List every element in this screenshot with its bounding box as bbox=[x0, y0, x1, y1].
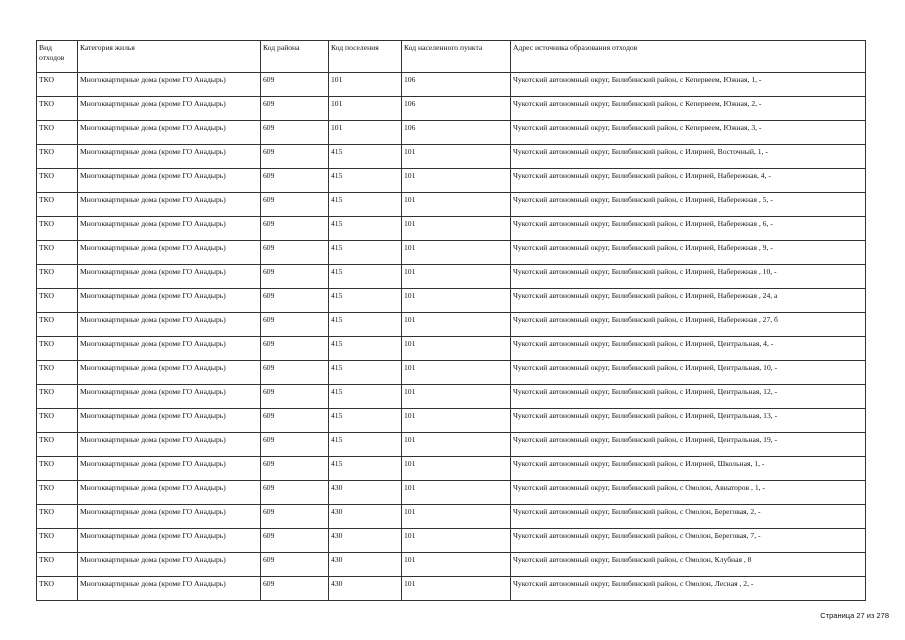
cell-housing-category: Многоквартирные дома (кроме ГО Анадырь) bbox=[78, 481, 261, 505]
cell-locality-code: 101 bbox=[402, 337, 511, 361]
cell-waste-type: ТКО bbox=[37, 289, 78, 313]
waste-sources-table bbox=[36, 40, 866, 601]
table-row bbox=[37, 433, 866, 457]
cell-settlement-code: 430 bbox=[329, 481, 402, 505]
cell-district-code: 609 bbox=[261, 73, 329, 97]
cell-housing-category: Многоквартирные дома (кроме ГО Анадырь) bbox=[78, 409, 261, 433]
table-row bbox=[37, 529, 866, 553]
cell-district-code: 609 bbox=[261, 241, 329, 265]
table-row bbox=[37, 193, 866, 217]
cell-district-code: 609 bbox=[261, 337, 329, 361]
cell-waste-type: ТКО bbox=[37, 409, 78, 433]
cell-housing-category: Многоквартирные дома (кроме ГО Анадырь) bbox=[78, 121, 261, 145]
cell-source-address: Чукотский автономный округ, Билибинский район, с Илирней, Школьная, 1, - bbox=[511, 457, 866, 481]
cell-waste-type: ТКО bbox=[37, 265, 78, 289]
cell-source-address: Чукотский автономный округ, Билибинский район, с Омолон, Авиаторов , 1, - bbox=[511, 481, 866, 505]
table-row bbox=[37, 481, 866, 505]
table-row bbox=[37, 265, 866, 289]
cell-settlement-code: 415 bbox=[329, 289, 402, 313]
cell-locality-code: 101 bbox=[402, 361, 511, 385]
cell-locality-code: 101 bbox=[402, 241, 511, 265]
cell-settlement-code: 415 bbox=[329, 217, 402, 241]
header-waste-type: Вид отходов bbox=[37, 41, 78, 73]
cell-district-code: 609 bbox=[261, 97, 329, 121]
cell-district-code: 609 bbox=[261, 385, 329, 409]
cell-district-code: 609 bbox=[261, 121, 329, 145]
cell-waste-type: ТКО bbox=[37, 169, 78, 193]
cell-waste-type: ТКО bbox=[37, 481, 78, 505]
cell-housing-category: Многоквартирные дома (кроме ГО Анадырь) bbox=[78, 265, 261, 289]
cell-waste-type: ТКО bbox=[37, 505, 78, 529]
table-row bbox=[37, 145, 866, 169]
table-row bbox=[37, 457, 866, 481]
cell-district-code: 609 bbox=[261, 553, 329, 577]
cell-locality-code: 101 bbox=[402, 433, 511, 457]
cell-district-code: 609 bbox=[261, 289, 329, 313]
cell-locality-code: 101 bbox=[402, 265, 511, 289]
cell-source-address: Чукотский автономный округ, Билибинский район, с Кепервеем, Южная, 2, - bbox=[511, 97, 866, 121]
cell-settlement-code: 415 bbox=[329, 337, 402, 361]
table-row bbox=[37, 553, 866, 577]
cell-locality-code: 106 bbox=[402, 121, 511, 145]
cell-waste-type: ТКО bbox=[37, 145, 78, 169]
cell-housing-category: Многоквартирные дома (кроме ГО Анадырь) bbox=[78, 337, 261, 361]
cell-source-address: Чукотский автономный округ, Билибинский район, с Кепервеем, Южная, 3, - bbox=[511, 121, 866, 145]
cell-settlement-code: 415 bbox=[329, 433, 402, 457]
cell-locality-code: 101 bbox=[402, 529, 511, 553]
cell-locality-code: 101 bbox=[402, 577, 511, 601]
cell-housing-category: Многоквартирные дома (кроме ГО Анадырь) bbox=[78, 553, 261, 577]
cell-locality-code: 101 bbox=[402, 457, 511, 481]
cell-waste-type: ТКО bbox=[37, 385, 78, 409]
cell-settlement-code: 415 bbox=[329, 169, 402, 193]
cell-district-code: 609 bbox=[261, 433, 329, 457]
cell-housing-category: Многоквартирные дома (кроме ГО Анадырь) bbox=[78, 577, 261, 601]
cell-waste-type: ТКО bbox=[37, 193, 78, 217]
cell-source-address: Чукотский автономный округ, Билибинский район, с Илирней, Набережная , 6, - bbox=[511, 217, 866, 241]
cell-locality-code: 101 bbox=[402, 553, 511, 577]
table-header bbox=[37, 41, 866, 73]
cell-housing-category: Многоквартирные дома (кроме ГО Анадырь) bbox=[78, 289, 261, 313]
cell-settlement-code: 415 bbox=[329, 265, 402, 289]
cell-source-address: Чукотский автономный округ, Билибинский район, с Омолон, Клубная , 8 bbox=[511, 553, 866, 577]
table-row bbox=[37, 121, 866, 145]
cell-district-code: 609 bbox=[261, 529, 329, 553]
cell-settlement-code: 415 bbox=[329, 145, 402, 169]
table-row bbox=[37, 289, 866, 313]
header-locality-code: Код населенного пункта bbox=[402, 41, 511, 73]
cell-waste-type: ТКО bbox=[37, 313, 78, 337]
cell-housing-category: Многоквартирные дома (кроме ГО Анадырь) bbox=[78, 433, 261, 457]
cell-settlement-code: 415 bbox=[329, 241, 402, 265]
cell-source-address: Чукотский автономный округ, Билибинский район, с Омолон, Береговая, 7, - bbox=[511, 529, 866, 553]
cell-housing-category: Многоквартирные дома (кроме ГО Анадырь) bbox=[78, 193, 261, 217]
table-row bbox=[37, 217, 866, 241]
cell-source-address: Чукотский автономный округ, Билибинский район, с Илирней, Набережная , 9, - bbox=[511, 241, 866, 265]
cell-housing-category: Многоквартирные дома (кроме ГО Анадырь) bbox=[78, 361, 261, 385]
cell-waste-type: ТКО bbox=[37, 457, 78, 481]
cell-waste-type: ТКО bbox=[37, 529, 78, 553]
cell-settlement-code: 415 bbox=[329, 313, 402, 337]
cell-source-address: Чукотский автономный округ, Билибинский район, с Илирней, Набережная , 10, - bbox=[511, 265, 866, 289]
header-source-address: Адрес источника образования отходов bbox=[511, 41, 866, 73]
cell-settlement-code: 415 bbox=[329, 457, 402, 481]
cell-settlement-code: 430 bbox=[329, 505, 402, 529]
table-body bbox=[37, 73, 866, 601]
cell-district-code: 609 bbox=[261, 481, 329, 505]
cell-locality-code: 101 bbox=[402, 217, 511, 241]
page-number: Страница 27 из 278 bbox=[820, 611, 889, 620]
cell-waste-type: ТКО bbox=[37, 337, 78, 361]
cell-settlement-code: 101 bbox=[329, 121, 402, 145]
cell-district-code: 609 bbox=[261, 409, 329, 433]
cell-locality-code: 101 bbox=[402, 289, 511, 313]
table-row bbox=[37, 169, 866, 193]
cell-settlement-code: 430 bbox=[329, 577, 402, 601]
cell-housing-category: Многоквартирные дома (кроме ГО Анадырь) bbox=[78, 505, 261, 529]
header-housing-category: Категория жилья bbox=[78, 41, 261, 73]
cell-locality-code: 101 bbox=[402, 169, 511, 193]
cell-source-address: Чукотский автономный округ, Билибинский район, с Илирней, Восточный, 1, - bbox=[511, 145, 866, 169]
cell-locality-code: 106 bbox=[402, 73, 511, 97]
cell-housing-category: Многоквартирные дома (кроме ГО Анадырь) bbox=[78, 97, 261, 121]
table-row bbox=[37, 577, 866, 601]
cell-district-code: 609 bbox=[261, 265, 329, 289]
cell-district-code: 609 bbox=[261, 457, 329, 481]
cell-housing-category: Многоквартирные дома (кроме ГО Анадырь) bbox=[78, 457, 261, 481]
table-row bbox=[37, 241, 866, 265]
cell-locality-code: 101 bbox=[402, 385, 511, 409]
cell-source-address: Чукотский автономный округ, Билибинский район, с Омолон, Береговая, 2, - bbox=[511, 505, 866, 529]
cell-housing-category: Многоквартирные дома (кроме ГО Анадырь) bbox=[78, 529, 261, 553]
cell-waste-type: ТКО bbox=[37, 361, 78, 385]
header-settlement-code: Код поселения bbox=[329, 41, 402, 73]
table-row bbox=[37, 409, 866, 433]
cell-housing-category: Многоквартирные дома (кроме ГО Анадырь) bbox=[78, 169, 261, 193]
header-district-code: Код района bbox=[261, 41, 329, 73]
header-row bbox=[37, 41, 866, 73]
cell-housing-category: Многоквартирные дома (кроме ГО Анадырь) bbox=[78, 385, 261, 409]
cell-source-address: Чукотский автономный округ, Билибинский район, с Илирней, Центральная, 13, - bbox=[511, 409, 866, 433]
cell-source-address: Чукотский автономный округ, Билибинский район, с Илирней, Центральная, 12, - bbox=[511, 385, 866, 409]
cell-locality-code: 101 bbox=[402, 409, 511, 433]
cell-settlement-code: 415 bbox=[329, 385, 402, 409]
cell-source-address: Чукотский автономный округ, Билибинский район, с Илирней, Набережная, 4, - bbox=[511, 169, 866, 193]
cell-waste-type: ТКО bbox=[37, 553, 78, 577]
cell-source-address: Чукотский автономный округ, Билибинский район, с Илирней, Набережная , 27, б bbox=[511, 313, 866, 337]
cell-settlement-code: 415 bbox=[329, 409, 402, 433]
cell-locality-code: 101 bbox=[402, 145, 511, 169]
cell-source-address: Чукотский автономный округ, Билибинский район, с Илирней, Центральная, 19, - bbox=[511, 433, 866, 457]
cell-district-code: 609 bbox=[261, 217, 329, 241]
cell-district-code: 609 bbox=[261, 169, 329, 193]
cell-district-code: 609 bbox=[261, 361, 329, 385]
cell-waste-type: ТКО bbox=[37, 217, 78, 241]
cell-locality-code: 101 bbox=[402, 313, 511, 337]
cell-source-address: Чукотский автономный округ, Билибинский район, с Илирней, Центральная, 4, - bbox=[511, 337, 866, 361]
table-row bbox=[37, 337, 866, 361]
cell-source-address: Чукотский автономный округ, Билибинский район, с Омолон, Лесная , 2, - bbox=[511, 577, 866, 601]
cell-source-address: Чукотский автономный округ, Билибинский район, с Илирней, Набережная , 5, - bbox=[511, 193, 866, 217]
cell-district-code: 609 bbox=[261, 193, 329, 217]
cell-source-address: Чукотский автономный округ, Билибинский район, с Илирней, Набережная , 24, а bbox=[511, 289, 866, 313]
table-row bbox=[37, 73, 866, 97]
cell-housing-category: Многоквартирные дома (кроме ГО Анадырь) bbox=[78, 241, 261, 265]
cell-district-code: 609 bbox=[261, 313, 329, 337]
cell-settlement-code: 430 bbox=[329, 529, 402, 553]
cell-waste-type: ТКО bbox=[37, 97, 78, 121]
cell-district-code: 609 bbox=[261, 577, 329, 601]
table-row bbox=[37, 361, 866, 385]
cell-housing-category: Многоквартирные дома (кроме ГО Анадырь) bbox=[78, 217, 261, 241]
cell-locality-code: 101 bbox=[402, 481, 511, 505]
cell-settlement-code: 415 bbox=[329, 193, 402, 217]
cell-settlement-code: 415 bbox=[329, 361, 402, 385]
cell-source-address: Чукотский автономный округ, Билибинский район, с Илирней, Центральная, 10, - bbox=[511, 361, 866, 385]
cell-settlement-code: 430 bbox=[329, 553, 402, 577]
cell-district-code: 609 bbox=[261, 145, 329, 169]
cell-district-code: 609 bbox=[261, 505, 329, 529]
table-row bbox=[37, 313, 866, 337]
table-row bbox=[37, 385, 866, 409]
cell-settlement-code: 101 bbox=[329, 97, 402, 121]
cell-locality-code: 106 bbox=[402, 97, 511, 121]
cell-housing-category: Многоквартирные дома (кроме ГО Анадырь) bbox=[78, 145, 261, 169]
cell-waste-type: ТКО bbox=[37, 121, 78, 145]
table-row bbox=[37, 97, 866, 121]
table-row bbox=[37, 505, 866, 529]
cell-locality-code: 101 bbox=[402, 505, 511, 529]
cell-source-address: Чукотский автономный округ, Билибинский район, с Кепервеем, Южная, 1, - bbox=[511, 73, 866, 97]
cell-waste-type: ТКО bbox=[37, 241, 78, 265]
cell-housing-category: Многоквартирные дома (кроме ГО Анадырь) bbox=[78, 313, 261, 337]
cell-waste-type: ТКО bbox=[37, 433, 78, 457]
cell-waste-type: ТКО bbox=[37, 73, 78, 97]
cell-waste-type: ТКО bbox=[37, 577, 78, 601]
cell-locality-code: 101 bbox=[402, 193, 511, 217]
cell-housing-category: Многоквартирные дома (кроме ГО Анадырь) bbox=[78, 73, 261, 97]
cell-settlement-code: 101 bbox=[329, 73, 402, 97]
